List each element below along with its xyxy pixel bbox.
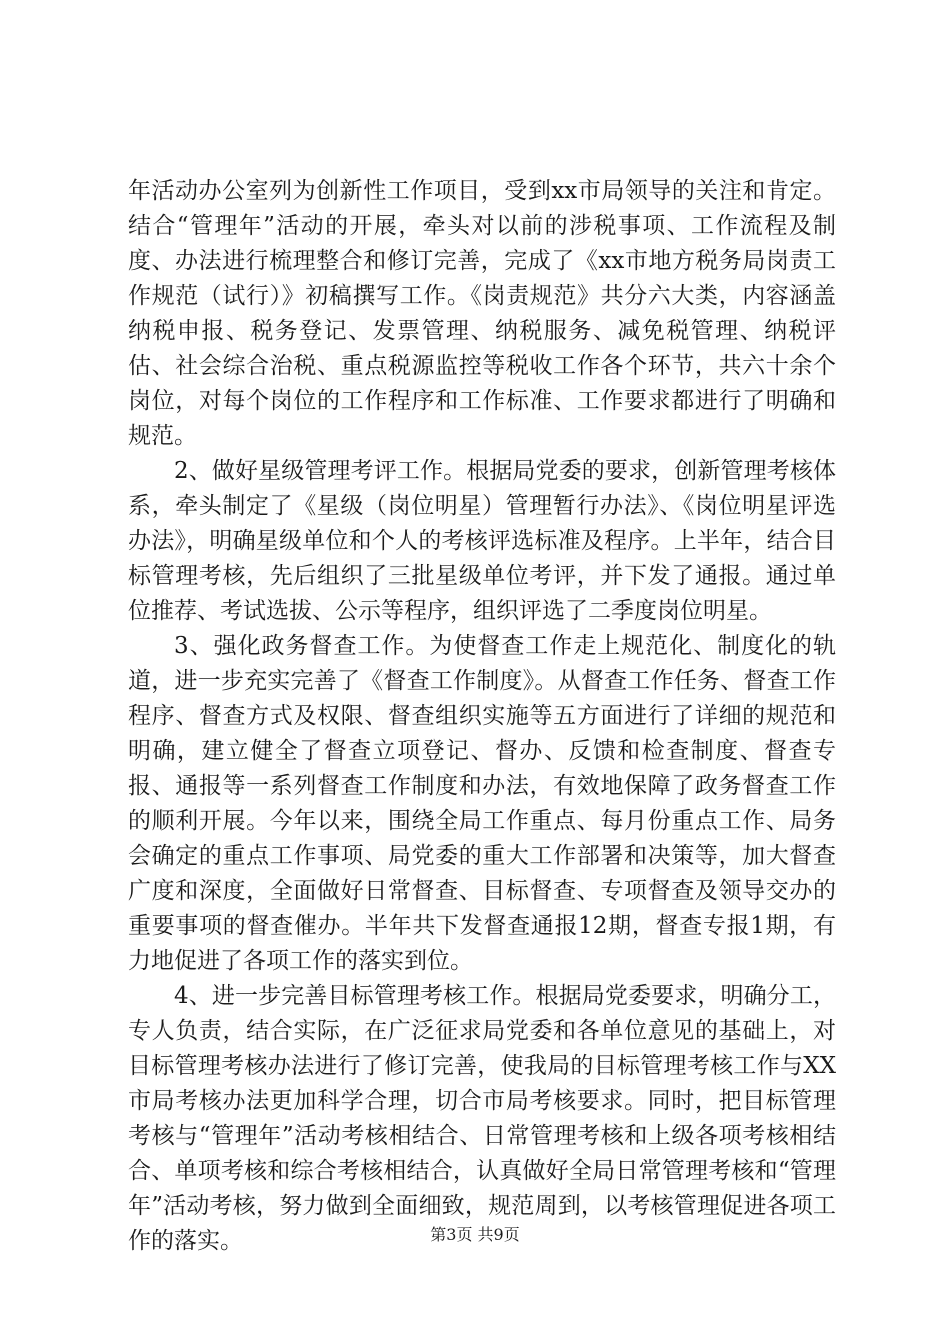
- paragraph-4: 4、进一步完善目标管理考核工作。根据局党委要求，明确分工，专人负责，结合实际，在广泛征求局党委和各单位意见的基础上，对目标管理考核办法进行了修订完善，使我局的目标管理考核工作与XX市局考核办法更加科学合理，切合市局考核要求。同时，把目标管理考核与“管理年”活动考核相结合、日常管理考核和上级各项考核相结合、单项考核和综合考核相结合，认真做好全局日常管理考核和“管理年”活动考核，努力做到全面细致，规范周到，以考核管理促进各项工作的落实。: [128, 983, 836, 1254]
- document-body: [128, 174, 836, 1259]
- paragraph-3: 3、强化政务督查工作。为使督查工作走上规范化、制度化的轨道，进一步充实完善了《督查工作制度》。从督查工作任务、督查工作程序、督查方式及权限、督查组织实施等五方面进行了详细的规范和明确，建立健全了督查立项登记、督办、反馈和检查制度、督查专报、通报等一系列督查工作制度和办法，有效地保障了政务督查工作的顺利开展。今年以来，围绕全局工作重点、每月份重点工作、局务会确定的重点工作事项、局党委的重大工作部署和决策等，加大督查广度和深度，全面做好日常督查、目标督查、专项督查及领导交办的重要事项的督查催办。半年共下发督查通报12期，督查专报1期，有力地促进了各项工作的落实到位。: [128, 633, 836, 974]
- paragraph-1: 年活动办公室列为创新性工作项目，受到xx市局领导的关注和肯定。结合“管理年”活动的开展，牵头对以前的涉税事项、工作流程及制度、办法进行梳理整合和修订完善，完成了《xx市地方税务局岗责工作规范（试行）》初稿撰写工作。《岗责规范》共分六大类，内容涵盖纳税申报、税务登记、发票管理、纳税服务、减免税管理、纳税评估、社会综合治税、重点税源监控等税收工作各个环节，共六十余个岗位，对每个岗位的工作程序和工作标准、工作要求都进行了明确和规范。: [128, 178, 836, 449]
- paragraph-2: 2、做好星级管理考评工作。根据局党委的要求，创新管理考核体系，牵头制定了《星级（岗位明星）管理暂行办法》、《岗位明星评选办法》，明确星级单位和个人的考核评选标准及程序。上半年，结合目标管理考核，先后组织了三批星级单位考评，并下发了通报。通过单位推荐、考试选拔、公示等程序，组织评选了二季度岗位明星。: [128, 458, 836, 624]
- page-footer: 第3页 共9页: [430, 1225, 520, 1244]
